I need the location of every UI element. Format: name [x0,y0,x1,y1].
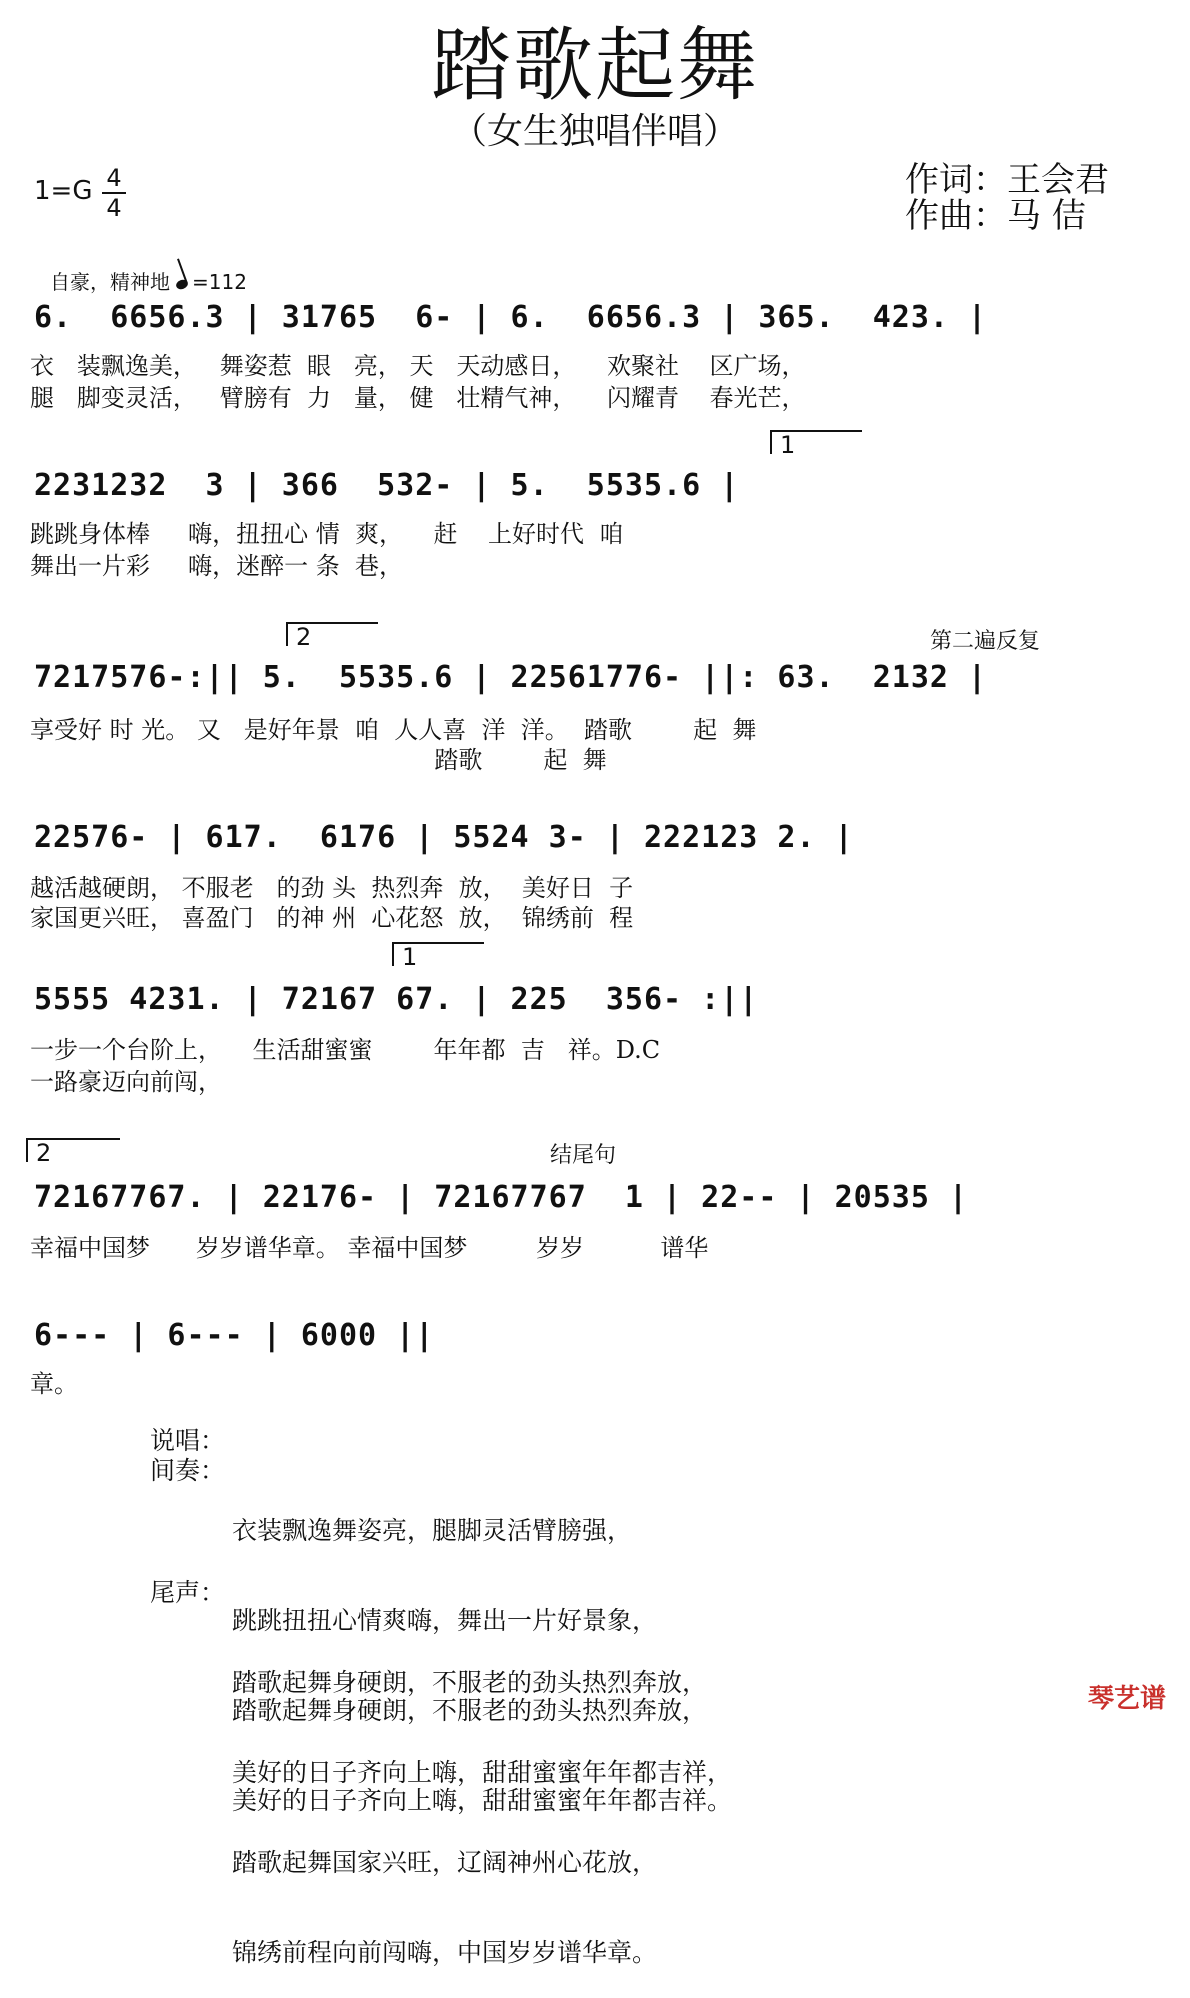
lyrics-row-3-verse-2: 踏歌 起 舞 [30,746,607,774]
lyrics-row-1-verse-1: 衣 装飘逸美， 舞姿惹 眼 亮， 天 天动感日， 欢聚社 区广场， [30,352,806,380]
lyrics-row-5-verse-1: 一步一个台阶上， 生活甜蜜蜜 年年都 吉 祥。D.C [30,1036,661,1064]
ending-phrase-note: 结尾句 [550,1143,617,1168]
narration-label-jianzou: 间奏： [150,1456,226,1485]
credits [905,162,1109,234]
lyrics-row-1-verse-2: 腿 脚变灵活， 臂膀有 力 量， 健 壮精气神， 闪耀青 春光芒， [30,384,806,412]
second-repeat-note: 第二遍反复 [930,629,1041,654]
notation-row-2: 2231232 3 | 366 532- | 5. 5535.6 | [34,468,740,503]
volta-bracket-2b: 2 [26,1138,120,1162]
narration-line: 踏歌起舞国家兴旺，辽阔神州心花放， [232,1848,658,1877]
lyricist: 作词：王会君 [905,160,1109,200]
time-signature-bottom: 4 [106,194,122,222]
tempo-text: 自豪，精神地 [50,270,170,294]
song-title: 踏歌起舞 [431,19,759,112]
narration-line: 跳跳扭扭心情爽嗨，舞出一片好景象， [232,1606,658,1635]
time-signature [102,166,126,220]
notation-row-6: 72167767. | 22176- | 72167767 1 | 22-- | 20535 | [34,1180,969,1215]
notation-row-4: 22576- | 617. 6176 | 5524 3- | 222123 2. | [34,820,854,855]
volta-bracket-1: 1 [770,430,862,454]
narration-coda [232,1608,732,1998]
volta-bracket-2: 2 [286,622,378,646]
lyrics-row-3-verse-1: 享受好 时 光。 又 是好年景 咱 人人喜 洋 洋。 踏歌 起 舞 [30,716,757,744]
tempo-marking [50,266,247,295]
narration-line: 踏歌起舞身硬朗，不服老的劲头热烈奔放， [232,1668,708,1697]
lyrics-row-5-verse-2: 一路豪迈向前闯， [30,1068,222,1096]
lyrics-row-6: 幸福中国梦 岁岁谱华章。 幸福中国梦 岁岁 谱华 [30,1234,709,1262]
key-signature: 1=G [34,176,93,206]
lyrics-row-4-verse-1: 越活越硬朗， 不服老 的劲 头 热烈奔 放， 美好日 子 [30,874,634,902]
tempo-value: =112 [192,270,247,294]
narration-line: 美好的日子齐向上嗨，甜甜蜜蜜年年都吉祥， [232,1758,733,1787]
lyrics-row-7: 章。 [30,1370,78,1398]
narration-line: 衣装飘逸舞姿亮，腿脚灵活臂膀强， [232,1516,633,1545]
quarter-note-icon [175,278,189,291]
notation-row-7: 6--- | 6--- | 6000 || [34,1318,435,1353]
narration-label-shuochang: 说唱： [150,1426,226,1455]
time-signature-top: 4 [106,164,122,192]
composer: 作曲：马 佶 [905,196,1086,236]
narration-line: 锦绣前程向前闯嗨，中国岁岁谱华章。 [232,1938,658,1967]
notation-row-3: 7217576-:|| 5. 5535.6 | 22561776- ||: 63. 2132 | [34,660,988,695]
volta-bracket-1b: 1 [392,942,484,966]
narration-line: 踏歌起舞身硬朗，不服老的劲头热烈奔放， [232,1696,708,1725]
notation-row-5: 5555 4231. | 72167 67. | 225 356- :|| [34,982,759,1017]
lyrics-row-2-verse-1: 跳跳身体棒 嗨，扭扭心 情 爽， 赶 上好时代 咱 [30,520,624,548]
song-subtitle: （女生独唱伴唱） [450,111,739,152]
notation-row-1: 6. 6656.3 | 31765 6- | 6. 6656.3 | 365. 423. | [34,300,988,335]
watermark-logo: 琴艺谱 [1087,1684,1166,1714]
lyrics-row-4-verse-2: 家国更兴旺， 喜盈门 的神 州 心花怒 放， 锦绣前 程 [30,904,634,932]
narration-label-weisheng: 尾声： [150,1578,226,1607]
lyrics-row-2-verse-2: 舞出一片彩 嗨，迷醉一 条 巷， [30,552,404,580]
narration-line: 美好的日子齐向上嗨，甜甜蜜蜜年年都吉祥。 [232,1786,733,1815]
